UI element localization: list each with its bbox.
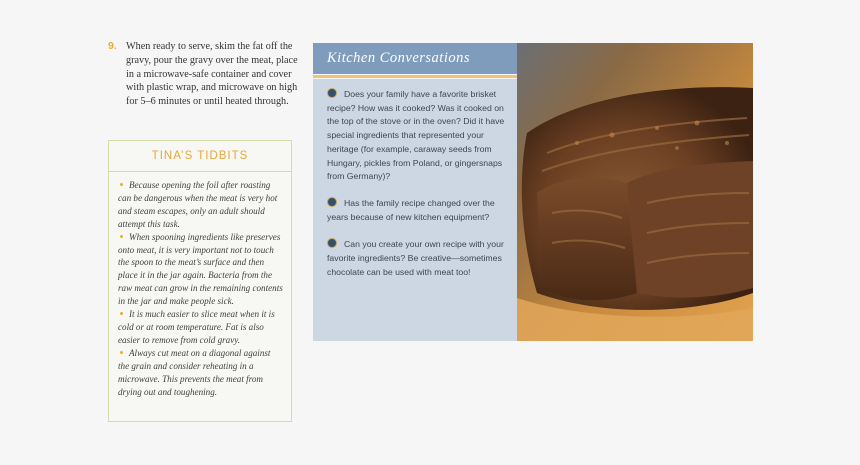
tidbits-list (109, 172, 291, 398)
questions-list (313, 79, 517, 279)
bullet-icon (327, 197, 337, 207)
tidbit-item: It is much easier to slice meat when it is cold or at room temperature. Fat is also easier to remove from cold gravy. (118, 309, 275, 345)
kitchen-conversations-panel (313, 79, 517, 341)
step-number: 9. (108, 40, 117, 52)
brisket-photo (517, 43, 753, 341)
bullet-icon (327, 88, 337, 98)
question-item: Can you create your own recipe with your favorite ingredients? Be creative—sometimes chocolate can be used with meat too! (327, 239, 504, 277)
tidbit-item: Always cut meat on a diagonal against the grain and consider reheating in a microwave. This prevents the meat from drying out and toughening. (118, 347, 271, 397)
tidbit-item: Because opening the foil after roasting can be dangerous when the meat is very hot and steam escapes, only an adult should attempt this task. (118, 180, 278, 229)
bullet-icon (120, 235, 123, 238)
bullet-icon (120, 183, 123, 186)
tidbit-item: When spooning ingredients like preserves onto meat, it is very important not to touch the spoon to the meat’s surface and then place it in the jar again. Bacteria from the raw meat can grow in the remaining contents in the jar and make people sick. (118, 231, 283, 307)
recipe-step-9 (108, 40, 298, 109)
bullet-icon (327, 238, 337, 248)
question-item: Does your family have a favorite brisket recipe? How was it cooked? Was it cooked on the top of the stove or in the oven? Did it have special ingredients that represented your heritage (for example, caraway seeds from Hungary, pickles from Poland, or gingersnaps from Germany)? (327, 89, 505, 182)
bullet-icon (120, 312, 123, 315)
step-text: When ready to serve, skim the fat off the gravy, pour the gravy over the meat, place in a microwave-safe container and cover with plastic wrap, and microwave on high for 5–6 minutes or until heated through. (126, 41, 298, 108)
tinas-tidbits-box (108, 140, 292, 422)
kitchen-conversations-title: Kitchen Conversations (327, 50, 471, 66)
tidbits-title: TINA’S TIDBITS (109, 141, 291, 172)
brisket-image (517, 43, 753, 341)
question-item: Has the family recipe changed over the years because of new kitchen equipment? (327, 198, 495, 223)
kitchen-conversations-header (313, 43, 517, 74)
bullet-icon (120, 351, 123, 354)
